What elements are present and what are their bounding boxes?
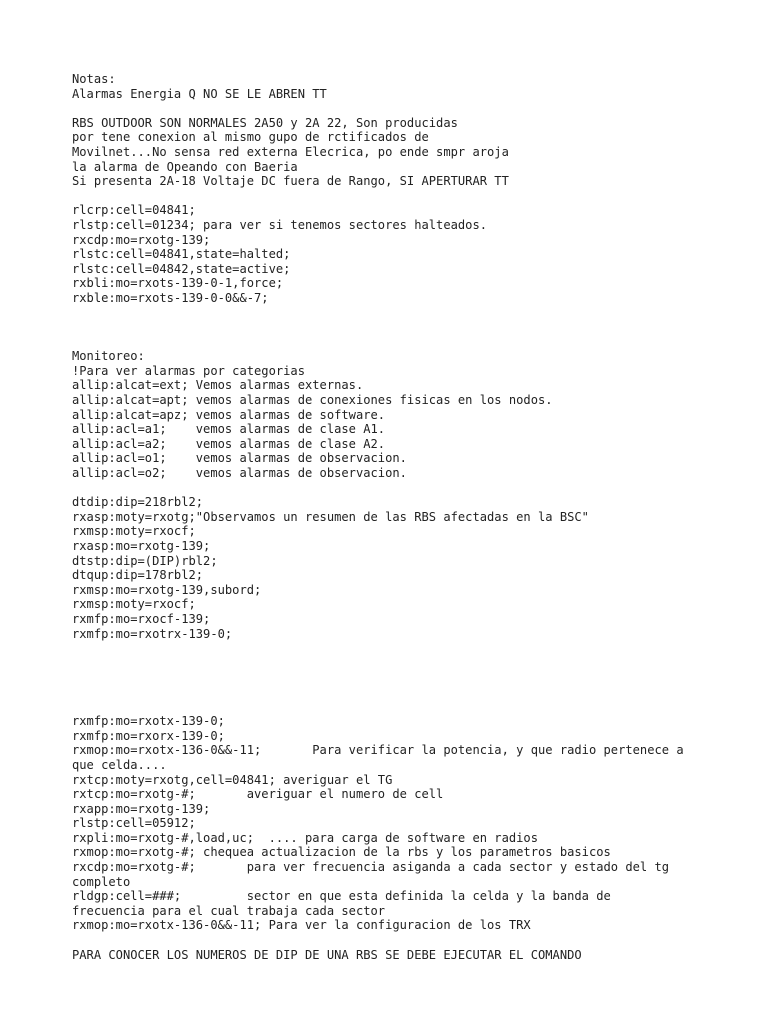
blank-line (72, 933, 712, 948)
blank-line (72, 685, 712, 700)
text-line: frecuencia para el cual trabaja cada sector (72, 903, 386, 918)
text-line: rxtcp:mo=rxotg-#; averiguar el numero de cell (72, 787, 444, 802)
text-line: allip:acl=a2; vemos alarmas de clase A2. (72, 436, 386, 451)
blank-line (72, 320, 712, 335)
text-line: rxmfp:mo=rxocf-139; (72, 611, 211, 626)
text-line: rxmfp:mo=rxotrx-139-0; (72, 626, 233, 641)
text-line: rxmsp:moty=rxocf; (72, 597, 196, 612)
text-line: rxmop:mo=rxotx-136-0&&-11; Para verificar la potencia, y que radio pertenece a (72, 743, 684, 758)
blank-line (72, 700, 712, 715)
text-line: rxmfp:mo=rxorx-139-0; (72, 728, 225, 743)
text-line: dtdip:dip=218rbl2; (72, 495, 204, 510)
text-line: allip:acl=o2; vemos alarmas de observacion. (72, 466, 407, 481)
text-line: allip:alcat=apt; vemos alarmas de conexiones fisicas en los nodos. (72, 393, 553, 408)
text-line: rlstp:cell=05912; (72, 816, 196, 831)
text-line: allip:acl=a1; vemos alarmas de clase A1. (72, 422, 386, 437)
text-line: rlstp:cell=01234; para ver si tenemos sectores halteados. (72, 217, 488, 232)
text-line: allip:alcat=ext; Vemos alarmas externas. (72, 378, 364, 393)
text-line: rxbli:mo=rxots-139-0-1,force; (72, 276, 284, 291)
text-line: rxcdp:mo=rxotg-#; para ver frecuencia asiganda a cada sector y estado del tg (72, 860, 670, 875)
text-line: que celda.... (72, 757, 167, 772)
text-line: PARA CONOCER LOS NUMEROS DE DIP DE UNA RBS SE DEBE EJECUTAR EL COMANDO (72, 947, 582, 962)
blank-line (72, 656, 712, 671)
document-body (72, 72, 712, 962)
text-line: rxapp:mo=rxotg-139; (72, 801, 211, 816)
text-line: rxmop:mo=rxotx-136-0&&-11; Para ver la configuracion de los TRX (72, 918, 531, 933)
blank-line (72, 641, 712, 656)
blank-line (72, 481, 712, 496)
text-line: rxble:mo=rxots-139-0-0&&-7; (72, 290, 269, 305)
text-line: completo (72, 874, 131, 889)
text-line: por tene conexion al mismo gupo de rctificados de (72, 130, 429, 145)
text-line: la alarma de Opeando con Baeria (72, 159, 298, 174)
text-line: rldgp:cell=###; sector en que esta definida la celda y la banda de (72, 889, 611, 904)
text-line: rxmsp:mo=rxotg-139,subord; (72, 582, 262, 597)
text-line: !Para ver alarmas por categorias (72, 363, 305, 378)
text-line: rxmop:mo=rxotg-#; chequea actualizacion de la rbs y los parametros basicos (72, 845, 611, 860)
text-line: RBS OUTDOOR SON NORMALES 2A50 y 2A 22, Son producidas (72, 115, 458, 130)
text-line: rxasp:moty=rxotg;"Observamos un resumen de las RBS afectadas en la BSC" (72, 509, 589, 524)
blank-line (72, 101, 712, 116)
blank-line (72, 189, 712, 204)
text-line: rlstc:cell=04842,state=active; (72, 261, 291, 276)
text-line: rxasp:mo=rxotg-139; (72, 539, 211, 553)
text-line: rlcrp:cell=04841; (72, 203, 196, 218)
text-line: allip:acl=o1; vemos alarmas de observacion. (72, 451, 407, 466)
text-line: rxpli:mo=rxotg-#,load,uc; .... para carga de software en radios (72, 830, 538, 845)
text-line: Si presenta 2A-18 Voltaje DC fuera de Rango, SI APERTURAR TT (72, 174, 509, 189)
blank-line (72, 670, 712, 685)
text-line: rxmfp:mo=rxotx-139-0; (72, 714, 225, 729)
text-line: rlstc:cell=04841,state=halted; (72, 247, 291, 262)
text-line: rxcdp:mo=rxotg-139; (72, 232, 211, 247)
blank-line (72, 306, 712, 321)
text-line: dtqup:dip=178rbl2; (72, 568, 204, 583)
text-line: rxtcp:moty=rxotg,cell=04841; averiguar el TG (72, 772, 393, 787)
text-line: Movilnet...No sensa red externa Elecrica, po ende smpr aroja (72, 144, 509, 159)
text-line: Notas: (72, 72, 116, 86)
text-line: allip:alcat=apz; vemos alarmas de software. (72, 407, 386, 422)
blank-line (72, 335, 712, 350)
text-line: rxmsp:moty=rxocf; (72, 524, 196, 539)
text-line: dtstp:dip=(DIP)rbl2; (72, 553, 218, 568)
text-line: Monitoreo: (72, 349, 145, 364)
text-line: Alarmas Energia Q NO SE LE ABREN TT (72, 86, 327, 101)
